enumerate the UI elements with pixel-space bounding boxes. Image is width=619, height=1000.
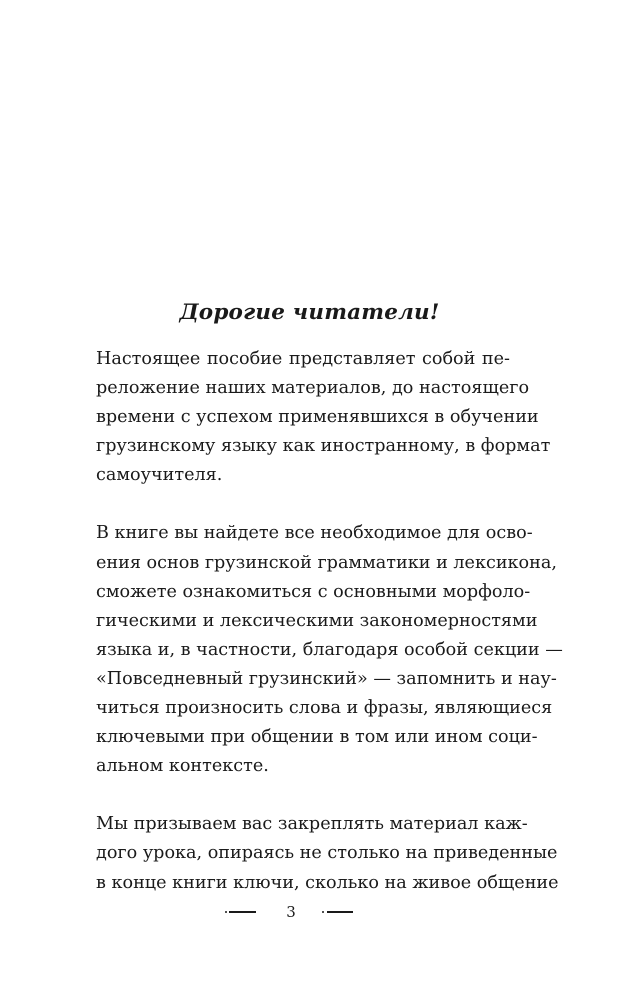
text-line: читься произносить слова и фразы, являющиеся [96,698,553,719]
text-line: ключевыми при общении в том или ином соци- [96,727,538,748]
text-line: альном контексте. [96,756,269,777]
text-line: реложение наших материалов, до настоящего [96,378,530,399]
text-line: самоучителя. [96,465,223,486]
page-number: 3 [286,903,296,921]
page-footer [0,899,619,925]
text-line: ения основ грузинской грамматики и лексикона, [96,552,557,573]
text-line: дого урока, опираясь не столько на приведенные [96,843,558,864]
text-line: языка и, в частности, благодаря особой секции — [96,639,563,660]
text-line: времени с успехом применявшихся в обучении [96,407,539,428]
paragraph-practice [96,810,559,897]
paragraph-book-contents [96,519,563,781]
ornament-dot [225,911,227,913]
ornament-dot [322,911,324,913]
text-line: Мы призываем вас закреплять материал каж- [96,814,528,835]
text-line: В книге вы найдете все необходимое для осво- [96,523,533,544]
text-line: Настоящее пособие представляет собой пе- [96,349,510,369]
ornament-rule-right [327,911,353,913]
body-text [96,345,563,898]
page-title: Дорогие читатели! [179,300,440,325]
ornament-rule-left [229,911,256,913]
text-line: в конце книги ключи, сколько на живое общение [96,872,559,893]
text-line: сможете ознакомиться с основными морфоло- [96,581,531,602]
text-line: гическими и лексическими закономерностями [96,610,538,631]
text-line: «Повседневный грузинский» — запомнить и нау- [96,668,557,689]
paragraph-intro [96,345,551,490]
text-line: грузинскому языку как иностранному, в формат [96,436,551,457]
